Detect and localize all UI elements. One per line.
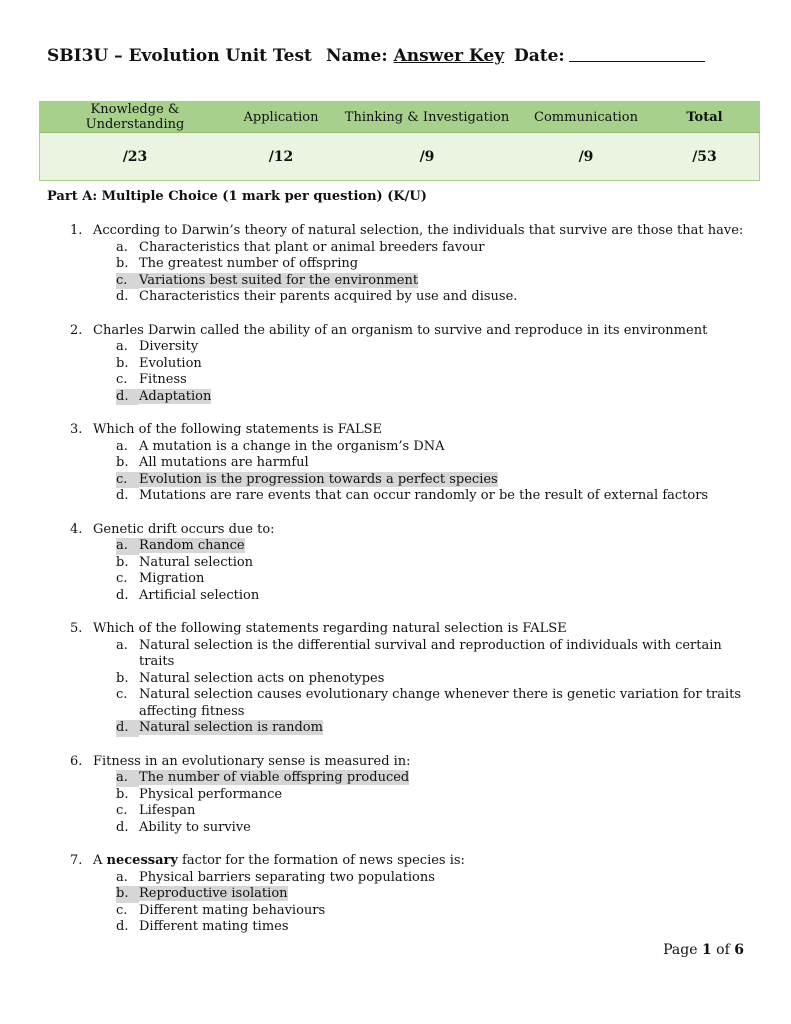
option-letter: a. <box>116 438 128 454</box>
option-text: All mutations are harmful <box>139 455 309 470</box>
option-letter: c. <box>116 803 128 818</box>
marks-header-row <box>40 102 760 133</box>
option-text: Mutations are rare events that can occur randomly or be the result of external factors <box>139 488 709 503</box>
option-letter: b. <box>116 554 129 570</box>
option-text: Evolution <box>139 355 202 371</box>
answer-option <box>116 803 751 820</box>
question-number: 5. <box>70 621 83 636</box>
option-letter: a. <box>116 239 128 255</box>
question-1 <box>70 223 751 306</box>
option-letter: a. <box>116 869 128 885</box>
marks-header-thinking: Thinking & Investigation <box>332 102 522 133</box>
answer-option <box>116 339 751 356</box>
date-blank-line <box>569 47 705 62</box>
option-letter: d. <box>116 289 129 304</box>
question-number: 4. <box>70 521 83 537</box>
option-text: Migration <box>139 571 205 586</box>
option-letter: b. <box>116 355 129 371</box>
option-text: Natural selection causes evolutionary change whenever there is genetic variation for traits affecting fitness <box>139 687 742 719</box>
question-stem-emphasis: necessary <box>106 853 178 868</box>
correct-answer-option <box>116 720 751 737</box>
question-stem: According to Darwin’s theory of natural selection, the individuals that survive are those that have: <box>93 223 744 238</box>
option-letter: b. <box>116 455 129 470</box>
option-text: Characteristics that plant or animal breeders favour <box>139 239 485 255</box>
option-letter: b. <box>116 886 139 903</box>
option-text: Artificial selection <box>139 587 260 603</box>
question-number: 6. <box>70 753 83 769</box>
correct-answer-option <box>116 538 751 555</box>
option-text: A mutation is a change in the organism’s DNA <box>139 438 445 454</box>
option-letter: c. <box>116 902 128 918</box>
marks-header-application: Application <box>230 102 332 133</box>
marks-value-application: /12 <box>230 133 332 181</box>
correct-answer-option <box>116 886 751 903</box>
option-text: The number of viable offspring produced <box>139 770 410 785</box>
answer-option <box>116 455 751 472</box>
option-text: Adaptation <box>139 388 212 404</box>
marks-value-ku: /23 <box>40 133 231 181</box>
option-letter: a. <box>116 637 128 653</box>
answer-option <box>116 256 751 273</box>
answer-option <box>116 240 751 257</box>
option-text: Random chance <box>139 538 245 553</box>
marks-header-communication: Communication <box>522 102 650 133</box>
answer-option <box>116 820 751 837</box>
question-stem: Which of the following statements is FALSE <box>93 422 383 437</box>
option-letter: c. <box>116 273 139 290</box>
option-text: Physical barriers separating two populations <box>139 869 435 885</box>
option-text: Different mating times <box>139 919 289 934</box>
page-current: 1 <box>701 942 712 958</box>
option-letter: d. <box>116 919 129 934</box>
answer-option <box>116 571 751 588</box>
page-total: 6 <box>734 942 744 958</box>
option-text: Natural selection <box>139 554 254 570</box>
question-stem: Which of the following statements regarding natural selection is FALSE <box>93 621 567 636</box>
date-field <box>514 46 705 66</box>
option-text: Evolution is the progression towards a perfect species <box>139 471 498 487</box>
option-letter: c. <box>116 472 139 489</box>
question-stem: Charles Darwin called the ability of an organism to survive and reproduce in its environment <box>93 322 708 338</box>
name-field <box>326 46 504 66</box>
option-text: Reproductive isolation <box>139 886 288 901</box>
answer-option <box>116 588 751 605</box>
option-letter: b. <box>116 670 129 686</box>
question-list <box>70 223 751 953</box>
test-title: SBI3U – Evolution Unit Test <box>47 46 312 66</box>
marks-value-total: /53 <box>650 133 760 181</box>
question-stem <box>93 853 465 870</box>
option-text: Natural selection is random <box>139 720 323 735</box>
question-7 <box>70 853 751 936</box>
option-letter: b. <box>116 256 129 271</box>
question-3 <box>70 422 751 505</box>
question-number: 1. <box>70 223 83 238</box>
question-number: 3. <box>70 422 83 437</box>
marks-table <box>39 101 760 181</box>
question-stem: Genetic drift occurs due to: <box>93 521 275 537</box>
answer-option <box>116 787 751 804</box>
answer-option <box>116 356 751 373</box>
question-number: 2. <box>70 322 83 338</box>
name-value: Answer Key <box>393 46 505 66</box>
option-text: Variations best suited for the environment <box>139 272 419 288</box>
answer-option <box>116 687 751 720</box>
answer-option <box>116 870 751 887</box>
part-a-heading: Part A: Multiple Choice (1 mark per question) (K/U) <box>47 189 427 204</box>
answer-option <box>116 555 751 572</box>
option-text: Diversity <box>139 339 199 354</box>
question-stem-prefix: A <box>93 853 107 868</box>
marks-header-ku: Knowledge & Understanding <box>40 102 231 133</box>
option-letter: c. <box>116 372 128 387</box>
answer-option <box>116 289 751 306</box>
page-number-footer <box>663 942 744 958</box>
marks-value-thinking: /9 <box>332 133 522 181</box>
option-text: Natural selection is the differential survival and reproduction of individuals with certain traits <box>139 637 722 669</box>
option-text: Physical performance <box>139 786 283 802</box>
option-text: Natural selection acts on phenotypes <box>139 670 385 686</box>
option-letter: a. <box>116 770 139 787</box>
correct-answer-option <box>116 770 751 787</box>
option-letter: d. <box>116 389 139 406</box>
page-label: Page <box>663 942 698 958</box>
name-label: Name: <box>326 46 388 66</box>
option-text: Characteristics their parents acquired by use and disuse. <box>139 289 518 304</box>
question-stem-suffix: factor for the formation of news species is: <box>177 853 465 868</box>
question-number: 7. <box>70 853 83 868</box>
question-2 <box>70 323 751 406</box>
marks-value-row <box>40 133 760 181</box>
marks-header-total: Total <box>650 102 760 133</box>
date-label: Date: <box>514 46 565 66</box>
correct-answer-option <box>116 472 751 489</box>
option-text: The greatest number of offspring <box>139 256 359 271</box>
question-4 <box>70 522 751 605</box>
option-text: Different mating behaviours <box>139 902 326 918</box>
correct-answer-option <box>116 273 751 290</box>
marks-value-communication: /9 <box>522 133 650 181</box>
option-letter: d. <box>116 488 129 503</box>
option-letter: d. <box>116 819 129 835</box>
option-letter: a. <box>116 538 139 555</box>
page-of: of <box>716 942 730 958</box>
option-letter: c. <box>116 571 128 586</box>
question-5 <box>70 621 751 737</box>
option-text: Lifespan <box>139 803 196 818</box>
option-text: Ability to survive <box>139 819 251 835</box>
answer-option <box>116 488 751 505</box>
option-letter: b. <box>116 786 129 802</box>
option-letter: d. <box>116 587 129 603</box>
answer-option <box>116 671 751 688</box>
answer-option <box>116 903 751 920</box>
option-letter: d. <box>116 720 139 737</box>
answer-option <box>116 919 751 936</box>
answer-option <box>116 439 751 456</box>
answer-option <box>116 372 751 389</box>
question-6 <box>70 754 751 837</box>
answer-option <box>116 638 751 671</box>
option-text: Fitness <box>139 372 187 387</box>
question-stem: Fitness in an evolutionary sense is measured in: <box>93 753 411 769</box>
option-letter: a. <box>116 339 128 354</box>
option-letter: c. <box>116 687 128 702</box>
correct-answer-option <box>116 389 751 406</box>
